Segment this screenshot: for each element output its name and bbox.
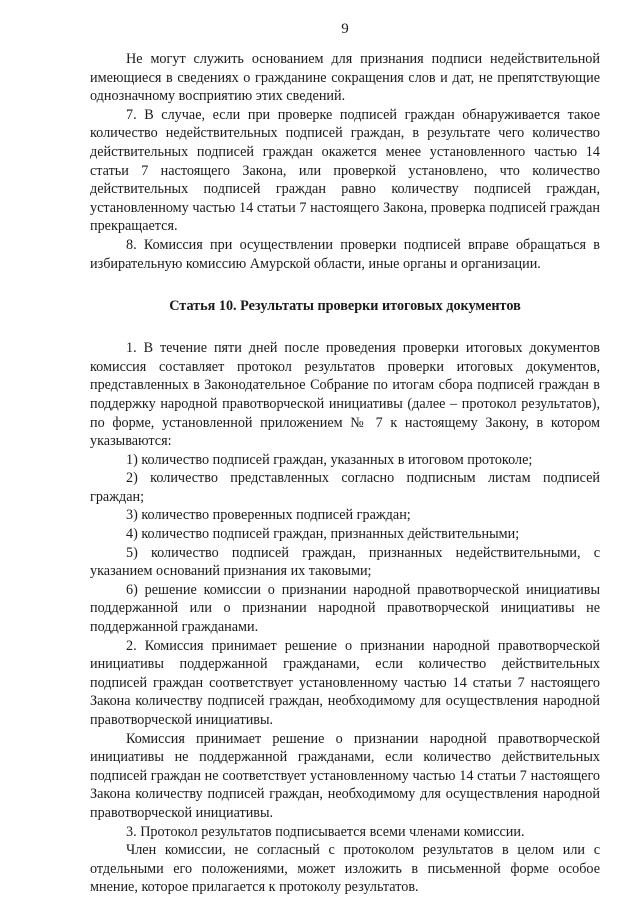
paragraph: Не могут служить основанием для признания подписи недействительной имеющиеся в сведениях о гражданине сокращения слов и дат, не препятствующие однозначному восприятию этих сведений. (90, 51, 600, 105)
list-item: 4) количество подписей граждан, признанных действительными; (126, 526, 520, 543)
paragraph: Комиссия принимает решение о признании народной правотворческой инициативы не поддержанной гражданами, если количество действительных подписей граждан не соответствует установленному частью 14 статьи 7 настоящего Закона количеству подписей граждан, необходимому для осуществления народной правотворческой инициативы. (90, 730, 600, 821)
article-heading: Статья 10. Результаты проверки итоговых документов (169, 298, 521, 315)
page-number: 9 (341, 21, 349, 37)
paragraph-clause-8: 8. Комиссия при осуществлении проверки подписей вправе обращаться в избирательную комиссию Амурской области, иные органы и организации. (90, 236, 600, 272)
paragraph-clause-3: 3. Протокол результатов подписывается всеми членами комиссии. (126, 823, 525, 840)
paragraph-clause-2: 2. Комиссия принимает решение о признании народной правотворческой инициативы поддержанной гражданами, если количество действительных подписей граждан соответствует установленному частью 14 статьи 7 настоящего Закона количеству подписей граждан, необходимому для осуществления народной правотворческой инициативы. (90, 637, 600, 728)
list-item: 1) количество подписей граждан, указанных в итоговом протоколе; (126, 451, 533, 468)
list-item: 2) количество представленных согласно подписным листам подписей граждан; (90, 470, 600, 505)
list-item: 3) количество проверенных подписей граждан; (126, 507, 411, 524)
list-item: 6) решение комиссии о признании народной правотворческой инициативы поддержанной или о признании народной правотворческой инициативы не поддержанной гражданами. (90, 581, 600, 636)
paragraph-clause-7: 7. В случае, если при проверке подписей граждан обнаруживается такое количество недействительных подписей граждан, в результате чего количество действительных подписей граждан окажется менее установленного частью 14 статьи 7 настоящего Закона, или проверкой установлено, что количество действительных подписей граждан равно количеству подписей граждан, установленному частью 14 статьи 7 настоящего Закона, проверка подписей граждан прекращается. (90, 106, 600, 235)
paragraph: Член комиссии, не согласный с протоколом результатов в целом или с отдельными его положениями, может изложить в письменной форме особое мнение, которое прилагается к протоколу результатов. (90, 842, 600, 896)
list-item: 5) количество подписей граждан, признанных недействительными, с указанием оснований признания их таковыми; (90, 544, 600, 580)
paragraph-clause-1: 1. В течение пяти дней после проведения проверки итоговых документов комиссия составляет протокол результатов проверки итоговых документов, представленных в Законодательное Собрание по итогам сбора подписей граждан в поддержку народной правотворческой инициативы (далее – протокол результатов), по форме, установленной приложением № 7 к настоящему Закону, в котором указываются: (90, 340, 600, 450)
